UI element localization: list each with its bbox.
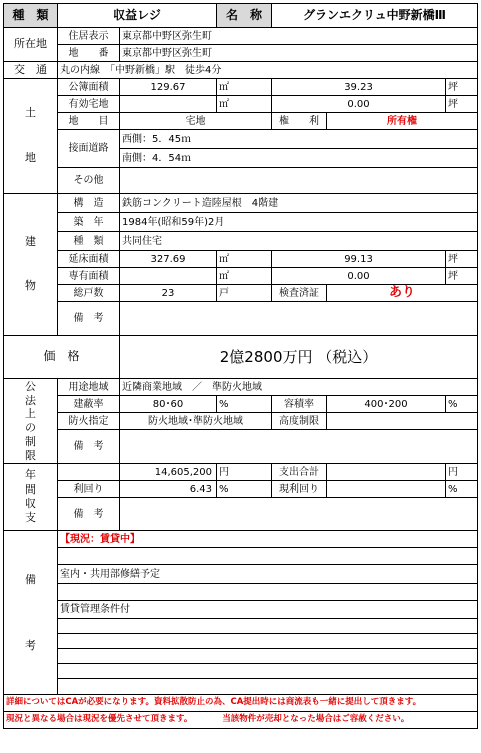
far-unit: % bbox=[446, 396, 478, 413]
building-section: 建 物 bbox=[4, 194, 58, 336]
income-unit: 円 bbox=[217, 464, 272, 481]
floor-area-tsubo: 99.13 bbox=[272, 251, 446, 268]
structure-value: 鉄筋コンクリート造陸屋根 4階建 bbox=[120, 194, 478, 213]
road-west: 西側：5．45ｍ bbox=[120, 130, 478, 149]
expense-label: 支出合計 bbox=[272, 464, 327, 481]
exclusive-area-unit-tsubo: 坪 bbox=[446, 268, 478, 285]
current-yield-label: 現利回り bbox=[272, 481, 327, 498]
exclusive-area-sqm bbox=[120, 268, 217, 285]
address-value: 東京都中野区弥生町 bbox=[120, 28, 478, 45]
location-section: 所在地 bbox=[4, 28, 58, 62]
units-label: 総戸数 bbox=[58, 285, 120, 302]
coverage-value: 80･60 bbox=[120, 396, 217, 413]
remarks-line-3: 室内・共用部修繕予定 bbox=[58, 565, 478, 584]
footer-note-2a: 現況と異なる場合は現況を優先させて頂きます。 bbox=[6, 714, 193, 725]
remarks-line-2 bbox=[58, 548, 478, 565]
far-value: 400･200 bbox=[327, 396, 446, 413]
name-value: グランエクリュ中野新橋Ⅲ bbox=[272, 4, 478, 28]
remarks-line-9 bbox=[58, 664, 478, 679]
building-remarks-label: 備 考 bbox=[58, 302, 120, 336]
exclusive-area-tsubo: 0.00 bbox=[272, 268, 446, 285]
remarks-section: 備 考 bbox=[4, 531, 58, 695]
name-label: 名 称 bbox=[217, 4, 272, 28]
income-section: 年 間 収 支 bbox=[4, 464, 58, 531]
expense-value bbox=[327, 464, 446, 481]
effective-land-tsubo: 0.00 bbox=[272, 96, 446, 113]
coverage-unit: % bbox=[217, 396, 272, 413]
floor-area-label: 延床面積 bbox=[58, 251, 120, 268]
land-area-tsubo: 39.23 bbox=[272, 79, 446, 96]
effective-land-unit-sqm: ㎡ bbox=[217, 96, 272, 113]
fire-value: 防火地域･準防火地域 bbox=[120, 413, 272, 430]
building-type-value: 共同住宅 bbox=[120, 232, 478, 251]
income-value: 14,605,200 bbox=[120, 464, 217, 481]
remarks-line-8 bbox=[58, 649, 478, 664]
fire-label: 防火指定 bbox=[58, 413, 120, 430]
units-unit: 戸 bbox=[217, 285, 272, 302]
height-label: 高度制限 bbox=[272, 413, 327, 430]
expense-unit: 円 bbox=[446, 464, 478, 481]
effective-land-sqm bbox=[120, 96, 217, 113]
land-area-label: 公簿面積 bbox=[58, 79, 120, 96]
far-label: 容積率 bbox=[272, 396, 327, 413]
price-label: 価 格 bbox=[4, 336, 120, 379]
remarks-line-10 bbox=[58, 679, 478, 695]
road-south: 南側：4．54ｍ bbox=[120, 149, 478, 168]
land-area-unit-sqm: ㎡ bbox=[217, 79, 272, 96]
rights-value: 所有権 bbox=[327, 113, 478, 130]
current-yield-unit: % bbox=[446, 481, 478, 498]
yield-value: 6.43 bbox=[120, 481, 217, 498]
header-row bbox=[4, 4, 478, 28]
lot-label: 地 番 bbox=[58, 45, 120, 62]
land-other-label: その他 bbox=[58, 168, 120, 194]
land-section: 土 地 bbox=[4, 79, 58, 194]
land-category-value: 宅地 bbox=[120, 113, 272, 130]
built-year-label: 築 年 bbox=[58, 213, 120, 232]
floor-area-unit-tsubo: 坪 bbox=[446, 251, 478, 268]
inspection-label: 検査済証 bbox=[272, 285, 327, 302]
structure-label: 構 造 bbox=[58, 194, 120, 213]
floor-area-unit-sqm: ㎡ bbox=[217, 251, 272, 268]
kind-value: 収益レジ bbox=[58, 4, 217, 28]
remarks-line-1: 【現況：賃貸中】 bbox=[58, 531, 478, 548]
floor-area-sqm: 327.69 bbox=[120, 251, 217, 268]
price-value: 2億2800万円 （税込） bbox=[120, 336, 478, 379]
inspection-value: あり bbox=[327, 285, 478, 302]
legal-section: 公 法 上 の 制 限 bbox=[4, 379, 58, 464]
legal-remarks-label: 備 考 bbox=[58, 430, 120, 464]
building-type-label: 種 類 bbox=[58, 232, 120, 251]
units-value: 23 bbox=[120, 285, 217, 302]
land-other-value bbox=[120, 168, 478, 194]
property-table bbox=[3, 3, 478, 729]
land-area-sqm: 129.67 bbox=[120, 79, 217, 96]
exclusive-area-label: 専有面積 bbox=[58, 268, 120, 285]
remarks-line-6 bbox=[58, 619, 478, 634]
current-yield-value bbox=[327, 481, 446, 498]
land-category-label: 地 目 bbox=[58, 113, 120, 130]
effective-land-unit-tsubo: 坪 bbox=[446, 96, 478, 113]
kind-label: 種 類 bbox=[4, 4, 58, 28]
land-area-unit-tsubo: 坪 bbox=[446, 79, 478, 96]
lot-value: 東京都中野区弥生町 bbox=[120, 45, 478, 62]
zone-label: 用途地域 bbox=[58, 379, 120, 396]
remarks-line-7 bbox=[58, 634, 478, 649]
yield-unit: % bbox=[217, 481, 272, 498]
zone-value: 近隣商業地域 ／ 準防火地域 bbox=[120, 379, 478, 396]
income-remarks-value bbox=[120, 498, 478, 531]
effective-land-label: 有効宅地 bbox=[58, 96, 120, 113]
income-label bbox=[58, 464, 120, 481]
built-year-value: 1984年(昭和59年)2月 bbox=[120, 213, 478, 232]
address-label: 住居表示 bbox=[58, 28, 120, 45]
transport-value: 丸の内線 「中野新橋」駅 徒歩4分 bbox=[58, 62, 478, 79]
building-remarks-value bbox=[120, 302, 478, 336]
income-remarks-label: 備 考 bbox=[58, 498, 120, 531]
rights-label: 権 利 bbox=[272, 113, 327, 130]
footer-note-2b: 当該物件が売却となった場合はご容赦ください。 bbox=[222, 714, 410, 725]
exclusive-area-unit-sqm: ㎡ bbox=[217, 268, 272, 285]
remarks-line-4 bbox=[58, 584, 478, 601]
height-value bbox=[327, 413, 478, 430]
road-label: 接面道路 bbox=[58, 130, 120, 168]
property-sheet bbox=[3, 3, 477, 729]
remarks-line-5: 賃貸管理条件付 bbox=[58, 601, 478, 619]
transport-section: 交 通 bbox=[4, 62, 58, 79]
legal-remarks-value bbox=[120, 430, 478, 464]
yield-label: 利回り bbox=[58, 481, 120, 498]
footer-note-1: 詳細についてはCAが必要になります。資料拡散防止の為、CA提出時には商流表も一緒に提出して頂きます。 bbox=[4, 695, 478, 712]
coverage-label: 建蔽率 bbox=[58, 396, 120, 413]
footer-note-2 bbox=[4, 712, 478, 729]
